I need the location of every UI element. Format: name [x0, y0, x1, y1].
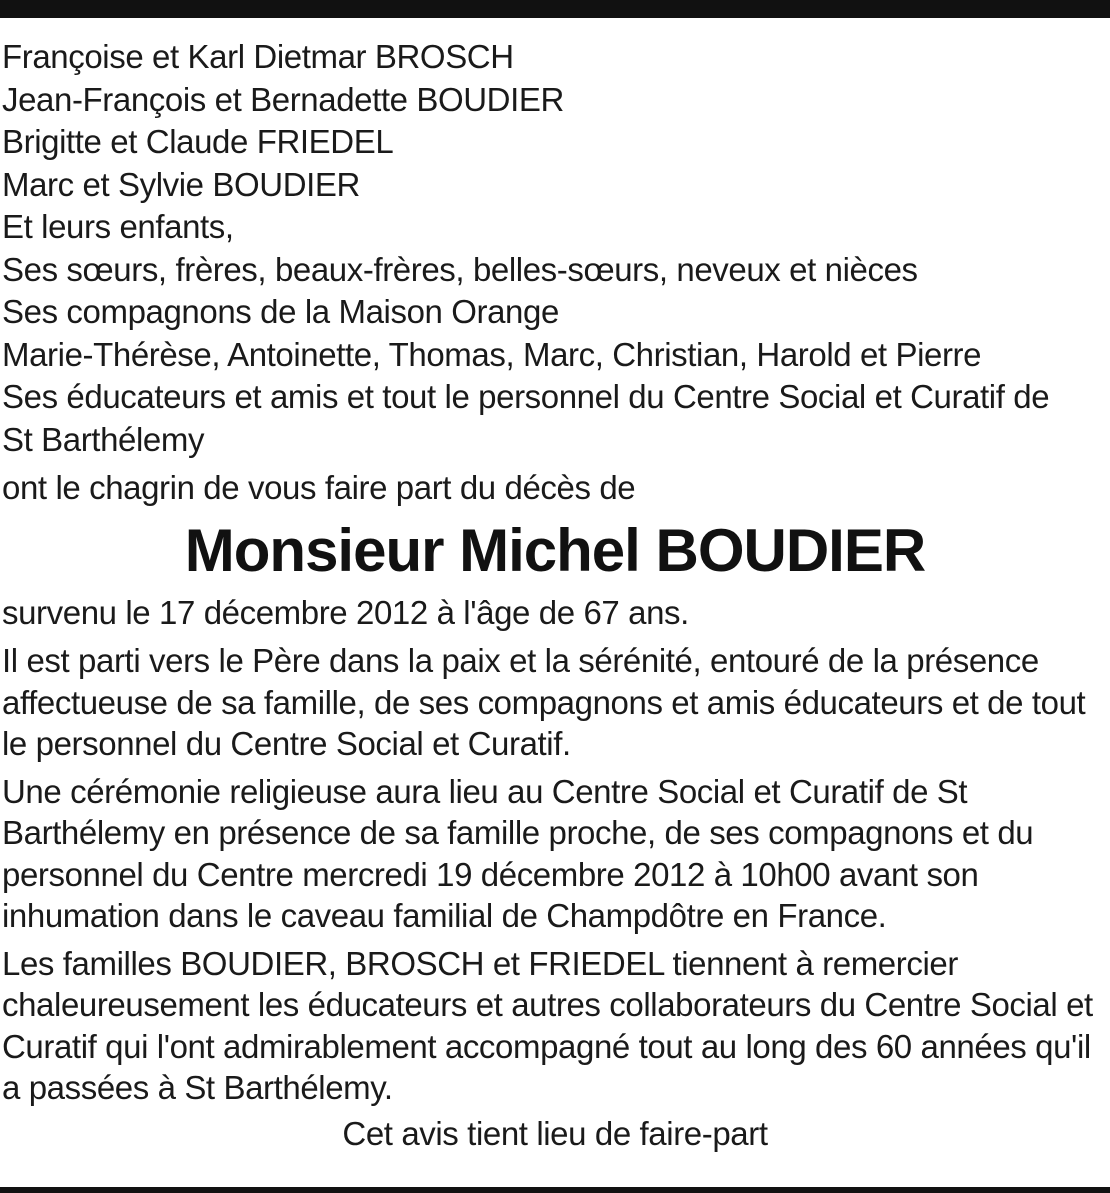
deceased-name: Monsieur Michel BOUDIER — [184, 516, 926, 584]
top-border-rule — [0, 0, 1110, 18]
family-line: Ses sœurs, frères, beaux-frères, belles-sœurs, neveux et nièces — [2, 250, 918, 288]
ceremony-paragraph: Une cérémonie religieuse aura lieu au Centre Social et Curatif de St Barthélemy en présence de sa famille proche, de ses compagnons et du personnel du Centre mercredi 19 décembre 2012 à 10h00 avant son inhumation dans le caveau familial de Champdôtre en France. — [2, 772, 1034, 934]
family-line: Françoise et Karl Dietmar BROSCH — [2, 38, 514, 75]
family-line: Jean-François et Bernadette BOUDIER — [2, 80, 564, 118]
family-line: Ses éducateurs et amis et tout le personnel du Centre Social et Curatif de — [2, 378, 1050, 415]
family-line: Brigitte et Claude FRIEDEL — [2, 123, 394, 160]
announcement-text: ont le chagrin de vous faire part du décès de — [2, 469, 636, 506]
family-list — [2, 36, 1108, 461]
peace-paragraph: Il est parti vers le Père dans la paix et la sérénité, entouré de la présence affectueuse de sa famille, de ses compagnons et amis éducateurs et de tout le personnel du Centre Social et Curatif. — [2, 642, 1086, 762]
family-line: Ses compagnons de la Maison Orange — [2, 293, 559, 330]
death-info: survenu le 17 décembre 2012 à l'âge de 67 ans. — [2, 593, 689, 631]
family-line: St Barthélemy — [2, 420, 205, 458]
thanks-paragraph: Les familles BOUDIER, BROSCH et FRIEDEL tiennent à remercier chaleureusement les éducateurs et autres collaborateurs du Centre Social et Curatif qui l'ont admirablement accompagné tout au long des 60 années qu'il a passées à St Barthélemy. — [2, 944, 1093, 1106]
family-line: Marie-Thérèse, Antoinette, Thomas, Marc, Christian, Harold et Pierre — [2, 335, 982, 373]
bottom-border-rule — [0, 1187, 1110, 1193]
death-notice — [2, 36, 1108, 1155]
family-line: Marc et Sylvie BOUDIER — [2, 165, 360, 203]
family-line: Et leurs enfants, — [2, 208, 234, 245]
footer-note: Cet avis tient lieu de faire-part — [342, 1114, 768, 1152]
